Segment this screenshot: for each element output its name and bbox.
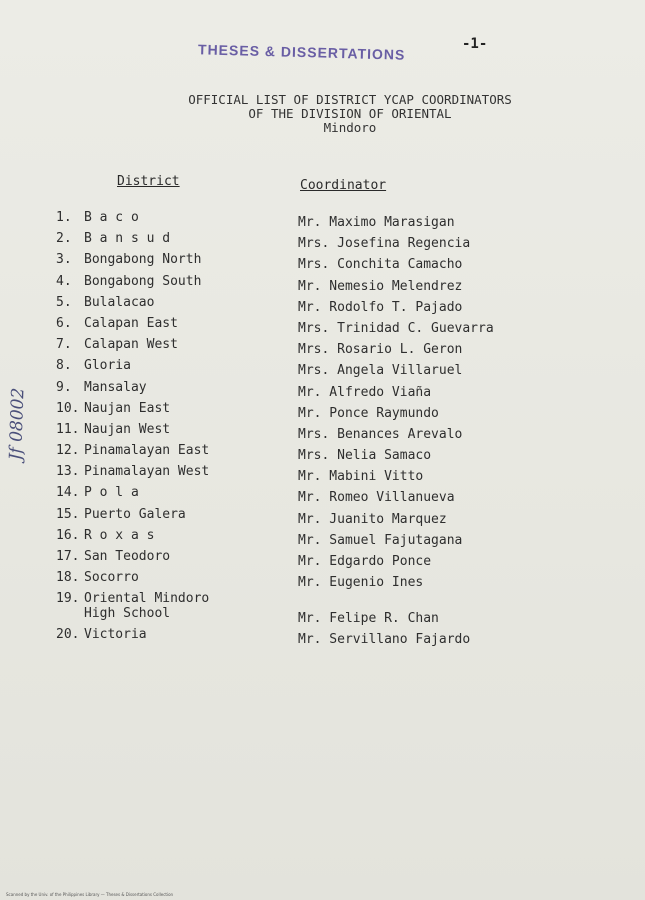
- coordinator-row: Mr. Edgardo Ponce: [298, 554, 432, 569]
- coordinator-row: Mrs. Rosario L. Geron: [298, 342, 463, 358]
- district-row: 2. B a n s u d: [56, 231, 171, 247]
- handwritten-note: Jf 08002: [6, 387, 29, 461]
- district-row: 12. Pinamalayan East: [56, 443, 210, 459]
- district-row: 15. Puerto Galera: [56, 506, 186, 522]
- coordinator-row: Mr. Nemesio Melendrez: [298, 278, 463, 294]
- coordinator-row: Mrs. Angela Villaruel: [298, 363, 463, 379]
- coordinator-row: Mr. Mabini Vitto: [298, 469, 424, 485]
- district-row: 19. Oriental Mindoro High School: [56, 591, 210, 622]
- district-row: 14. P o l a: [56, 485, 139, 501]
- coordinator-row: Mr. Servillano Fajardo: [298, 632, 471, 648]
- scan-footer: Scanned by the Univ. of the Philippines Library — Theses & Dissertations Collection: [6, 892, 174, 897]
- coordinator-row: Mrs. Conchita Camacho: [298, 257, 463, 273]
- page-number: -1-: [462, 36, 488, 52]
- district-row: 8. Gloria: [56, 358, 131, 374]
- coordinator-column-header: Coordinator: [300, 178, 387, 193]
- coordinator-row: Mr. Felipe R. Chan: [298, 611, 439, 627]
- district-row: 9. Mansalay: [56, 379, 147, 395]
- coordinator-row: Mrs. Nelia Samaco: [298, 448, 432, 464]
- heading-line-3: Mindoro: [323, 120, 377, 135]
- coordinator-list: [298, 212, 494, 651]
- coordinator-row: Mr. Rodolfo T. Pajado: [298, 299, 463, 315]
- coordinator-row: Mr. Samuel Fajutagana: [298, 532, 463, 548]
- coordinator-row: Mr. Eugenio Ines: [298, 575, 424, 591]
- district-row: 7. Calapan West: [56, 337, 178, 353]
- district-row: 13. Pinamalayan West: [56, 464, 210, 480]
- district-row: 5. Bulalacao: [56, 294, 155, 310]
- coordinator-row: Mr. Maximo Marasigan: [298, 215, 455, 230]
- coordinator-row: Mr. Juanito Marquez: [298, 511, 447, 527]
- district-row: 18. Socorro: [56, 570, 139, 586]
- heading-line-2: OF THE DIVISION OF ORIENTAL: [248, 106, 452, 121]
- district-row: 16. R o x a s: [56, 527, 155, 543]
- heading-line-1: OFFICIAL LIST OF DISTRICT YCAP COORDINATORS: [188, 92, 512, 107]
- coordinator-row: Mrs. Josefina Regencia: [298, 236, 471, 252]
- district-row: 3. Bongabong North: [56, 252, 202, 268]
- district-column-header: District: [117, 174, 180, 189]
- coordinator-row: Mrs. Benances Arevalo: [298, 426, 463, 442]
- coordinator-row: Mr. Romeo Villanueva: [298, 490, 455, 506]
- coordinator-row: Mr. Alfredo Viaña: [298, 384, 432, 400]
- district-row: 10. Naujan East: [56, 400, 171, 416]
- district-row: 11. Naujan West: [56, 421, 171, 437]
- district-row: 4. Bongabong South: [56, 273, 202, 289]
- document-heading: [120, 93, 580, 135]
- collection-stamp: THESES & DISSERTATIONS: [197, 41, 406, 63]
- coordinator-row: Mrs. Trinidad C. Guevarra: [298, 320, 494, 336]
- coordinator-row: Mr. Ponce Raymundo: [298, 405, 439, 421]
- district-row: 20. Victoria: [56, 627, 147, 643]
- district-row: 1. B a c o: [56, 210, 139, 225]
- district-row: 6. Calapan East: [56, 315, 178, 331]
- row-spacer: [298, 593, 494, 608]
- district-list: [56, 207, 209, 646]
- district-row: 17. San Teodoro: [56, 549, 171, 564]
